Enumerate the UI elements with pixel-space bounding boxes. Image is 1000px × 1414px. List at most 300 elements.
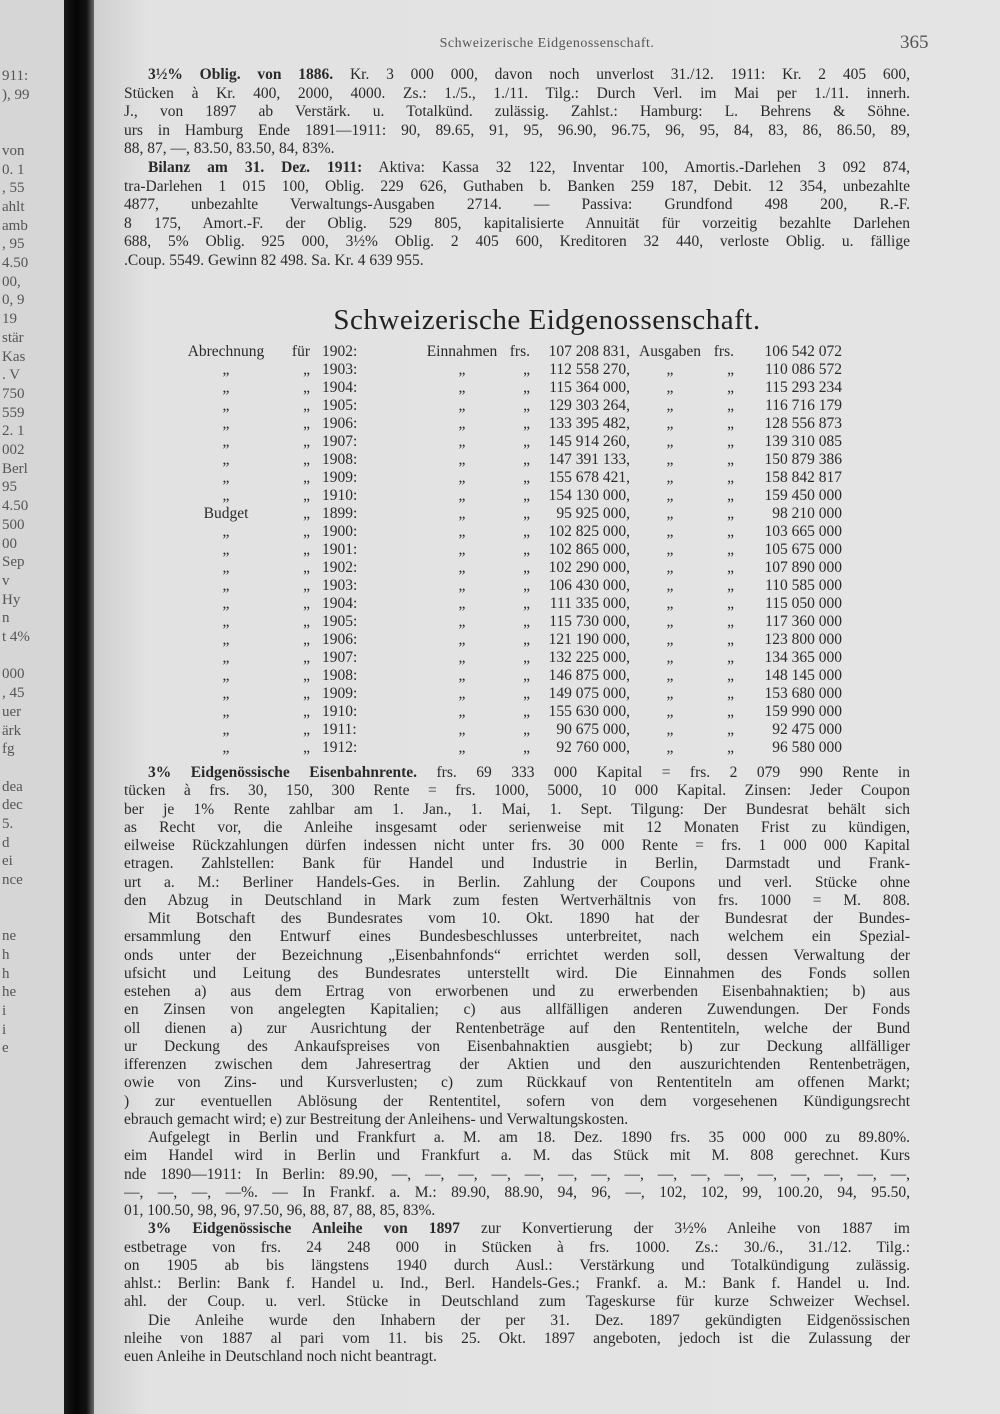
text-line [124, 233, 910, 252]
ausgaben-value: 139 310 085 [764, 433, 842, 450]
table-row [94, 487, 1000, 505]
previous-page-fragment: 5. [2, 816, 14, 832]
line-text: ufsicht und Leitung des Bundesrates unterstellt wird. Die Einnahmen des Fonds sollen [124, 964, 910, 982]
year-cell: 1912: [322, 739, 358, 756]
year-cell: 1902: [322, 343, 358, 360]
line-text: owie von Zins- und Kursverlusten; c) zum Rückkauf von Rententiteln am offenen Markt; [124, 1074, 910, 1092]
previous-page-fragment: ei [2, 853, 13, 870]
row-label: „ [222, 631, 230, 648]
einnahmen-label: „ [458, 505, 466, 522]
text-line [124, 103, 910, 122]
line-text: tra-Darlehen 1 015 100, Oblig. 229 626, Guthaben b. Banken 259 187, Debit. 12 354, unbezahlte [124, 177, 910, 195]
einnahmen-currency: „ [523, 379, 530, 396]
ausgaben-label: „ [666, 631, 674, 648]
table-row [94, 361, 1000, 379]
bold-heading: 3% Eidgenössische Eisenbahnrente. [148, 764, 418, 781]
line-text: euen Anleihe in Deutschland noch nicht beantragt. [124, 1348, 437, 1365]
row-label: „ [222, 433, 230, 450]
einnahmen-currency: „ [523, 703, 530, 720]
einnahmen-currency: „ [523, 415, 530, 432]
table-row [94, 415, 1000, 433]
einnahmen-value: 133 395 482, [548, 415, 630, 432]
previous-page-fragment: amb [2, 217, 28, 234]
text-line [124, 66, 910, 85]
fuer-text: „ [303, 487, 310, 504]
fuer-text: „ [303, 379, 310, 396]
ausgaben-currency: „ [727, 595, 734, 612]
year-cell: 1906: [322, 415, 358, 432]
text-line [124, 1184, 910, 1202]
previous-page-fragment: uer [2, 703, 22, 720]
einnahmen-label: „ [458, 523, 466, 540]
line-text: Aktiva: Kassa 32 122, Inventar 100, Amortis.-Darlehen 3 092 874, [362, 158, 910, 176]
line-text: urt a. M.: Berliner Handels-Ges. in Berlin. Zahlung der Coupons und verl. Stücke ohne [124, 873, 910, 891]
einnahmen-value: 115 364 000, [549, 379, 630, 396]
ausgaben-label: „ [666, 397, 674, 414]
year-cell: 1903: [322, 577, 358, 594]
einnahmen-label: „ [458, 451, 466, 468]
line-text: Die Anleihe wurde den Inhabern der per 31. Dez. 1897 gekündigten Eidgenössischen [148, 1311, 910, 1329]
bold-heading: 3% Eidgenössische Anleihe von 1897 [148, 1220, 460, 1238]
einnahmen-value: 146 875 000, [548, 667, 630, 684]
row-label: „ [222, 685, 230, 702]
year-cell: 1904: [322, 595, 358, 612]
fuer-text: „ [303, 433, 310, 450]
text-line [124, 1275, 910, 1293]
line-text: .Coup. 5549. Gewinn 82 498. Sa. Kr. 4 639 955. [124, 251, 424, 269]
ausgaben-label: „ [666, 685, 674, 702]
fuer-text: „ [303, 739, 310, 756]
previous-page-fragment: ne [2, 928, 17, 945]
previous-page-fragment: fg [2, 741, 15, 758]
previous-page-fragment: Kas [2, 348, 26, 365]
einnahmen-currency: „ [523, 577, 530, 594]
text-line [124, 1330, 910, 1348]
row-label: „ [222, 667, 230, 684]
einnahmen-value: 102 865 000, [548, 541, 630, 558]
einnahmen-value: 155 630 000, [548, 703, 630, 720]
row-label: „ [222, 649, 230, 666]
ausgaben-currency: „ [727, 433, 734, 450]
year-cell: 1908: [322, 667, 358, 684]
table-row [94, 739, 1000, 757]
ausgaben-currency: „ [727, 739, 734, 756]
row-label: „ [222, 415, 230, 432]
previous-page-fragment: Berl [2, 460, 28, 477]
line-text: nleihe von 1887 al pari vom 11. bis 25. Okt. 1897 angeboten, jedoch ist die Zulassung der [124, 1329, 910, 1347]
text-line [124, 140, 910, 159]
ausgaben-currency: „ [727, 379, 734, 396]
previous-page-fragment: 00 [2, 535, 17, 552]
text-line [124, 855, 910, 873]
text-line [124, 1001, 910, 1019]
text-line [124, 1038, 910, 1056]
ausgaben-label: „ [666, 433, 674, 450]
ausgaben-label: „ [666, 541, 674, 558]
einnahmen-label: „ [458, 379, 466, 396]
previous-page-fragment: 19 [2, 311, 17, 328]
line-text: eilweise Rückzahlungen dürfen indessen nicht unter frs. 30 000 Rente = frs. 1 000 000 Kapital [124, 837, 910, 854]
previous-page-fragment: v [2, 572, 10, 589]
line-text: 88, 87, —, 83.50, 83.50, 84, 83%. [124, 140, 335, 158]
table-row [94, 685, 1000, 703]
einnahmen-label: „ [458, 721, 466, 738]
line-text: tücken à frs. 30, 150, 300 Rente = frs. 1000, 5000, 10 000 Kapital. Zinsen: Jeder Coupon [124, 782, 910, 800]
ausgaben-value: 98 210 000 [772, 505, 842, 522]
line-text: ) zur eventuellen Ablösung der Rententitel, sofern von dem vorgesehenen Kündigungsrecht [124, 1092, 910, 1110]
previous-page-fragment: 2. 1 [2, 423, 25, 440]
einnahmen-currency: „ [523, 523, 530, 540]
page-number: 365 [900, 32, 929, 53]
ausgaben-currency: „ [727, 361, 734, 378]
einnahmen-label: „ [458, 613, 466, 630]
table-row [94, 469, 1000, 487]
row-label: „ [222, 451, 230, 468]
fuer-text: „ [303, 631, 310, 648]
document-page [94, 0, 1000, 1414]
previous-page-fragment: 000 [2, 666, 25, 683]
year-cell: 1903: [322, 361, 358, 378]
previous-page-edge [0, 0, 64, 1414]
einnahmen-value: 102 290 000, [548, 559, 630, 576]
text-line [124, 1239, 910, 1257]
section-title: Schweizerische Eidgenossenschaft. [333, 304, 761, 336]
bold-heading: Bilanz am 31. Dez. 1911: [148, 158, 363, 176]
previous-page-fragment: 911: [2, 68, 29, 84]
einnahmen-label: „ [458, 487, 466, 504]
einnahmen-value: 102 825 000, [548, 523, 630, 540]
einnahmen-value: 132 225 000, [548, 649, 630, 666]
ausgaben-label: „ [666, 667, 674, 684]
ausgaben-currency: „ [727, 649, 734, 666]
einnahmen-value: 111 335 000, [549, 595, 630, 612]
row-label: „ [222, 703, 230, 720]
text-line [124, 782, 910, 800]
text-line [124, 85, 910, 104]
previous-page-fragment: ), 99 [2, 86, 30, 103]
line-text: 8 175, Amort.-F. der Oblig. 529 805, kapitalisierte Annuität für vorzeitig bezahlte Darlehen [124, 214, 910, 232]
row-label: „ [222, 469, 230, 486]
line-text: oll dienen a) zur Ausrichtung der Rentenbeträge auf den Rententiteln, welche der Bund [124, 1019, 910, 1037]
fuer-text: „ [303, 595, 310, 612]
line-text: Mit Botschaft des Bundesrates vom 10. Okt. 1890 hat der Bundesrat der Bundes- [148, 910, 910, 927]
ausgaben-currency: „ [727, 721, 734, 738]
fuer-text: „ [303, 559, 310, 576]
table-row [94, 433, 1000, 451]
line-text: etragen. Zahlstellen: Bank für Handel und Industrie in Berlin, Darmstadt und Frank- [124, 855, 910, 873]
table-row [94, 343, 1000, 361]
einnahmen-currency: „ [523, 595, 530, 612]
einnahmen-currency: „ [523, 613, 530, 630]
fuer-text: „ [303, 541, 310, 558]
fuer-text: „ [303, 703, 310, 720]
line-text: onds unter der Bezeichnung „Eisenbahnfonds“ errichtet werden soll, dessen Verwaltung der [124, 946, 910, 964]
ausgaben-currency: „ [727, 451, 734, 468]
table-row [94, 595, 1000, 613]
table-row [94, 667, 1000, 685]
ausgaben-currency: „ [727, 559, 734, 576]
ausgaben-label: „ [666, 739, 674, 756]
einnahmen-label: „ [458, 649, 466, 666]
ausgaben-currency: „ [727, 613, 734, 630]
text-line [124, 837, 910, 855]
text-line [124, 252, 910, 271]
ausgaben-currency: „ [727, 469, 734, 486]
ausgaben-value: 123 800 000 [764, 631, 842, 648]
ausgaben-value: 110 086 572 [765, 361, 842, 378]
fuer-text: „ [303, 469, 310, 486]
text-line [124, 764, 910, 782]
line-text: —, —, —, —%. — In Frankf. a. M.: 89.90, 88.90, 94, 96, —, 102, 102, 99, 100.20, 94, 95.50, [124, 1183, 910, 1201]
einnahmen-currency: „ [523, 433, 530, 450]
text-line [124, 159, 910, 178]
einnahmen-currency: „ [523, 397, 530, 414]
einnahmen-currency: frs. [509, 343, 530, 360]
text-line [124, 928, 910, 946]
einnahmen-label: „ [458, 397, 466, 414]
einnahmen-currency: „ [523, 685, 530, 702]
text-line [124, 1111, 910, 1129]
text-line [124, 1147, 910, 1165]
previous-page-fragment: i [2, 1003, 7, 1019]
year-cell: 1899: [322, 505, 358, 522]
previous-page-fragment: dea [2, 778, 23, 795]
year-cell: 1910: [322, 487, 358, 504]
ausgaben-label: „ [666, 595, 674, 612]
ausgaben-currency: „ [727, 523, 734, 540]
table-row [94, 523, 1000, 541]
ausgaben-value: 134 365 000 [764, 649, 842, 666]
year-cell: 1902: [322, 559, 358, 576]
ausgaben-label: „ [666, 703, 674, 720]
table-row [94, 559, 1000, 577]
text-line [124, 196, 910, 215]
ausgaben-value: 158 842 817 [764, 469, 842, 486]
einnahmen-currency: „ [523, 739, 530, 756]
text-line [124, 892, 910, 910]
einnahmen-currency: „ [523, 541, 530, 558]
einnahmen-value: 155 678 421, [548, 469, 630, 486]
ausgaben-value: 105 675 000 [764, 541, 842, 558]
text-line [124, 910, 910, 928]
budget-table [94, 343, 1000, 757]
table-row [94, 631, 1000, 649]
einnahmen-label: „ [458, 631, 466, 648]
text-line [124, 983, 910, 1001]
row-label: „ [222, 487, 230, 504]
ausgaben-value: 150 879 386 [764, 451, 842, 468]
ausgaben-value: 128 556 873 [764, 415, 842, 432]
ausgaben-label: „ [666, 577, 674, 594]
row-label: „ [222, 541, 230, 558]
ausgaben-currency: „ [727, 577, 734, 594]
table-row [94, 505, 1000, 523]
fuer-text: „ [303, 577, 310, 594]
fuer-text: „ [303, 613, 310, 630]
row-label: Budget [203, 505, 249, 522]
einnahmen-value: 147 391 133, [548, 451, 630, 468]
table-row [94, 703, 1000, 721]
ausgaben-label: „ [666, 505, 674, 522]
ausgaben-label: „ [666, 649, 674, 666]
ausgaben-label: „ [666, 451, 674, 468]
line-text: ersammlung den Entwurf eines Bundesbeschlusses unterbreitet, nach welchem ein Spezial- [124, 928, 910, 946]
line-text: 01, 100.50, 98, 96, 97.50, 96, 88, 87, 88, 85, 83%. [124, 1202, 436, 1219]
ausgaben-label: „ [666, 559, 674, 576]
text-line [124, 1220, 910, 1238]
line-text: frs. 69 333 000 Kapital = frs. 2 079 990 Rente in [417, 764, 910, 781]
row-label: „ [222, 559, 230, 576]
text-line [124, 1074, 910, 1092]
einnahmen-label: „ [458, 703, 466, 720]
ausgaben-currency: „ [727, 415, 734, 432]
ausgaben-label: „ [666, 379, 674, 396]
previous-page-fragment: 002 [2, 442, 25, 458]
fuer-text: „ [303, 523, 310, 540]
previous-page-fragment: . V [2, 367, 21, 384]
einnahmen-value: 106 430 000, [548, 577, 630, 594]
einnahmen-value: 154 130 000, [548, 487, 630, 504]
year-cell: 1911: [322, 721, 357, 738]
ausgaben-value: 159 990 000 [764, 703, 842, 720]
einnahmen-currency: „ [523, 451, 530, 468]
year-cell: 1907: [322, 433, 358, 450]
einnahmen-value: 145 914 260, [548, 433, 630, 450]
ausgaben-value: 153 680 000 [764, 685, 842, 702]
line-text: 4877, unbezahlte Verwaltungs-Ausgaben 2714. — Passiva: Grundfond 498 200, R.-F. [124, 196, 910, 214]
table-row [94, 577, 1000, 595]
running-title: Schweizerische Eidgenossenschaft. [439, 36, 655, 51]
fuer-text: „ [303, 361, 310, 378]
einnahmen-label: „ [458, 577, 466, 594]
fuer-text: „ [303, 451, 310, 468]
railway-rente-paragraph [124, 764, 910, 1366]
book-binding-gutter [64, 0, 94, 1414]
fuer-text: „ [303, 685, 310, 702]
fuer-text: „ [303, 667, 310, 684]
line-text: J., von 1897 ab Verstärk. u. Totalkünd. zulässig. Zahlst.: Hamburg: L. Behrens & Söhne. [124, 103, 910, 121]
previous-page-fragment: 0. 1 [2, 161, 25, 178]
line-text: ifferenzen zwischen dem Jahresertrag der Aktien und den auszurichtenden Rentenbeträgen, [124, 1056, 910, 1073]
line-text: urs in Hamburg Ende 1891—1911: 90, 89.65, 91, 95, 96.90, 96.75, 96, 95, 84, 83, 86, 86.50, 89, [124, 121, 910, 139]
previous-page-fragment: dec [2, 797, 23, 814]
line-text: 688, 5% Oblig. 925 000, 3½% Oblig. 2 405 600, Kreditoren 32 440, verloste Oblig. u. fällige [124, 233, 910, 251]
previous-page-fragment: 00, [2, 273, 21, 290]
einnahmen-value: 107 208 831, [548, 343, 630, 360]
einnahmen-label: „ [458, 739, 466, 756]
year-cell: 1900: [322, 523, 358, 540]
previous-page-fragment: von [2, 142, 25, 159]
text-line [124, 801, 910, 819]
year-cell: 1905: [322, 397, 358, 414]
row-label: „ [222, 739, 230, 756]
row-label: Abrechnung [187, 343, 265, 360]
previous-page-fragment: ärk [2, 722, 22, 739]
ausgaben-value: 96 580 000 [772, 739, 842, 756]
text-line [124, 178, 910, 197]
einnahmen-currency: „ [523, 649, 530, 666]
ausgaben-currency: „ [727, 487, 734, 504]
year-cell: 1909: [322, 685, 358, 702]
text-line [124, 819, 910, 837]
year-cell: 1908: [322, 451, 358, 468]
einnahmen-currency: „ [523, 667, 530, 684]
text-line [124, 874, 910, 892]
einnahmen-label: „ [458, 415, 466, 432]
line-text: zur Konvertierung der 3½% Anleihe von 1887 im [459, 1220, 910, 1238]
year-cell: 1901: [322, 541, 358, 558]
fuer-text: „ [303, 649, 310, 666]
ausgaben-label: Ausgaben [639, 343, 701, 360]
text-line [124, 215, 910, 234]
previous-page-fragment: t 4% [2, 629, 30, 645]
ausgaben-label: „ [666, 361, 674, 378]
line-text: on 1905 ab bis längstens 1940 durch Ausl.: Verstärkung und Totalkündigung zulässig. [124, 1256, 910, 1274]
previous-page-fragment: , 55 [2, 180, 25, 197]
previous-page-fragment: 559 [2, 404, 25, 421]
previous-page-fragment: 4.50 [2, 498, 29, 515]
ausgaben-label: „ [666, 523, 674, 540]
einnahmen-label: „ [458, 361, 466, 378]
line-text: ber je 1% Rente zahlbar am 1. Jan., 1. Mai, 1. Sept. Tilgung: Der Bundesrat behält sich [124, 800, 910, 818]
text-line [124, 1056, 910, 1074]
ausgaben-label: „ [666, 721, 674, 738]
previous-page-fragment: 4.50 [2, 255, 29, 271]
ausgaben-value: 148 145 000 [764, 667, 842, 684]
ausgaben-currency: „ [727, 631, 734, 648]
bold-heading: 3½% Oblig. von 1886. [148, 66, 334, 83]
einnahmen-currency: „ [523, 631, 530, 648]
ausgaben-label: „ [666, 415, 674, 432]
table-row [94, 613, 1000, 631]
previous-page-fragment: d [2, 834, 10, 851]
line-text: ahlst.: Berlin: Bank f. Handel u. Ind., Berl. Handels-Ges.; Frankf. a. M.: Bank f. Handel u. Ind. [124, 1275, 910, 1292]
previous-page-fragment: nce [2, 872, 23, 889]
previous-page-fragment: stär [2, 329, 24, 346]
year-cell: 1906: [322, 631, 358, 648]
table-row [94, 451, 1000, 469]
row-label: „ [222, 523, 230, 540]
einnahmen-value: 92 760 000, [556, 739, 630, 756]
line-text: nde 1890—1911: In Berlin: 89.90, —, —, —, —, —, —, —, —, —, —, —, —, —, —, —, —, [124, 1165, 910, 1183]
year-cell: 1907: [322, 649, 358, 666]
row-label: „ [222, 379, 230, 396]
table-row [94, 721, 1000, 739]
year-cell: 1909: [322, 469, 358, 486]
einnahmen-label: „ [458, 541, 466, 558]
year-cell: 1904: [322, 379, 358, 396]
text-line [124, 1293, 910, 1311]
einnahmen-currency: „ [523, 505, 530, 522]
previous-page-fragment: ahlt [2, 198, 25, 215]
fuer-text: „ [303, 397, 310, 414]
fuer-text: „ [303, 415, 310, 432]
ausgaben-currency: frs. [713, 343, 734, 360]
einnahmen-currency: „ [523, 469, 530, 486]
previous-page-fragment: n [2, 610, 10, 627]
einnahmen-value: 129 303 264, [548, 397, 630, 414]
table-row [94, 397, 1000, 415]
line-text: estehen a) aus dem Ertrag von erworbenen und zu erwerbenden Eisenbahnaktien; b) aus [124, 983, 910, 1000]
line-text: Aufgelegt in Berlin und Frankfurt a. M. am 18. Dez. 1890 frs. 35 000 000 zu 89.80%. [148, 1129, 910, 1146]
line-text: Kr. 3 000 000, davon noch unverlost 31./12. 1911: Kr. 2 405 600, [333, 66, 910, 83]
previous-page-fragment: Hy [2, 591, 21, 608]
previous-page-fragment: he [2, 984, 17, 1001]
previous-page-fragment: i [2, 1021, 7, 1038]
row-label: „ [222, 361, 230, 378]
text-line [124, 1202, 910, 1220]
einnahmen-currency: „ [523, 721, 530, 738]
